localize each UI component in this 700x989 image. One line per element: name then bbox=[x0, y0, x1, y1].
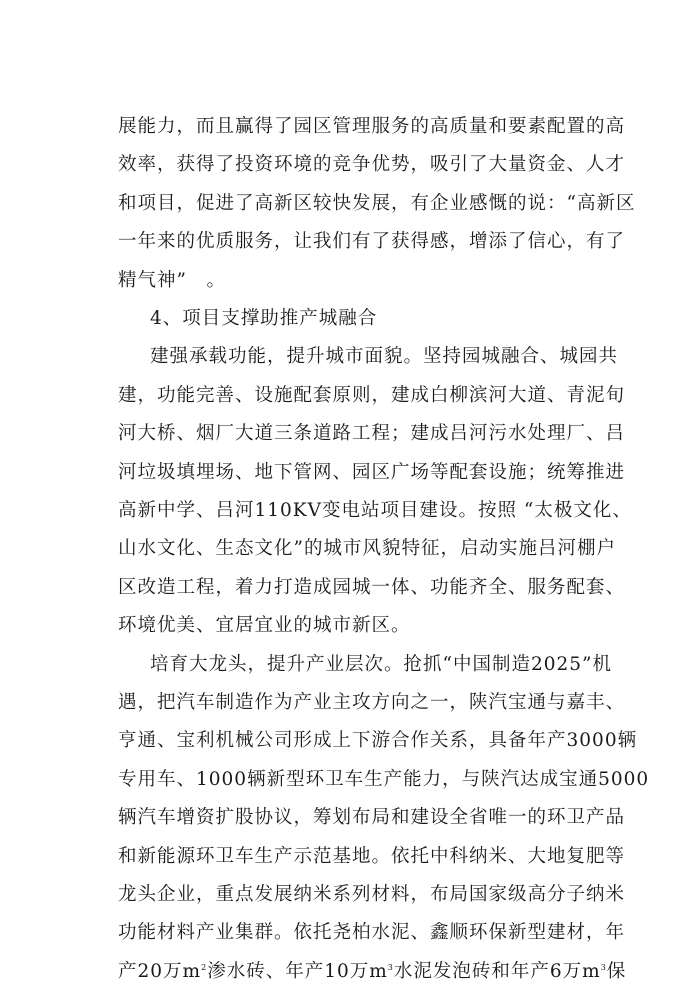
text-line: 一年来的优质服务，让我们有了获得感，增添了信心，有了 bbox=[118, 231, 626, 252]
text-line: 精气神” 。 bbox=[118, 270, 226, 291]
text-line: 龙头企业，重点发展纳米系列材料，布局国家级高分子纳米 bbox=[118, 884, 626, 905]
section-heading: 4、项目支撑助推产城融合 bbox=[150, 308, 378, 329]
text-line: 和新能源环卫车生产示范基地。依托中科纳米、大地复肥等 bbox=[118, 846, 626, 867]
text-fragment: 渗水砖、年产10万m bbox=[207, 961, 388, 982]
text-line: 培育大龙头，提升产业层次。抢抓“中国制造2025”机 bbox=[150, 654, 612, 675]
text-line: 建，功能完善、设施配套原则，建成白柳滨河大道、青泥旬 bbox=[118, 385, 626, 406]
text-line: 遇，把汽车制造作为产业主攻方向之一，陕汽宝通与嘉丰、 bbox=[118, 692, 626, 713]
text-line: 山水文化、生态文化”的城市风貌特征，启动实施吕河棚户 bbox=[118, 538, 616, 559]
text-line: 建强承载功能，提升城市面貌。坚持园城融合、城园共 bbox=[150, 346, 619, 367]
superscript: 2 bbox=[201, 962, 208, 972]
superscript: 3 bbox=[387, 962, 394, 972]
text-line: 河大桥、烟厂大道三条道路工程；建成吕河污水处理厂、吕 bbox=[118, 423, 626, 444]
text-line-last bbox=[118, 955, 627, 989]
text-fragment: 保 bbox=[606, 961, 627, 982]
text-fragment: 产20万m bbox=[118, 961, 202, 982]
text-line: 效率，获得了投资环境的竞争优势，吸引了大量资金、人才 bbox=[118, 154, 626, 175]
superscript: 3 bbox=[600, 962, 607, 972]
text-line: 环境优美、宜居宜业的城市新区。 bbox=[118, 615, 411, 636]
text-line: 展能力，而且赢得了园区管理服务的高质量和要素配置的高 bbox=[118, 116, 626, 137]
text-line: 专用车、1000辆新型环卫车生产能力，与陕汽达成宝通5000 bbox=[118, 769, 650, 790]
text-fragment: 水泥发泡砖和年产6万m bbox=[393, 961, 601, 982]
text-line: 辆汽车增资扩股协议，筹划布局和建设全省唯一的环卫产品 bbox=[118, 807, 626, 828]
text-line: 河垃圾填埋场、地下管网、园区广场等配套设施；统筹推进 bbox=[118, 462, 626, 483]
text-line: 区改造工程，着力打造成园城一体、功能齐全、服务配套、 bbox=[118, 577, 626, 598]
text-line: 高新中学、吕河110KV变电站项目建设。按照 “太极文化、 bbox=[118, 500, 632, 521]
text-line: 功能材料产业集群。依托尧柏水泥、鑫顺环保新型建材，年 bbox=[118, 922, 626, 943]
text-line: 和项目，促进了高新区较快发展，有企业感慨的说：“高新区 bbox=[118, 193, 636, 214]
text-line: 亨通、宝利机械公司形成上下游合作关系，具备年产3000辆 bbox=[118, 730, 638, 751]
